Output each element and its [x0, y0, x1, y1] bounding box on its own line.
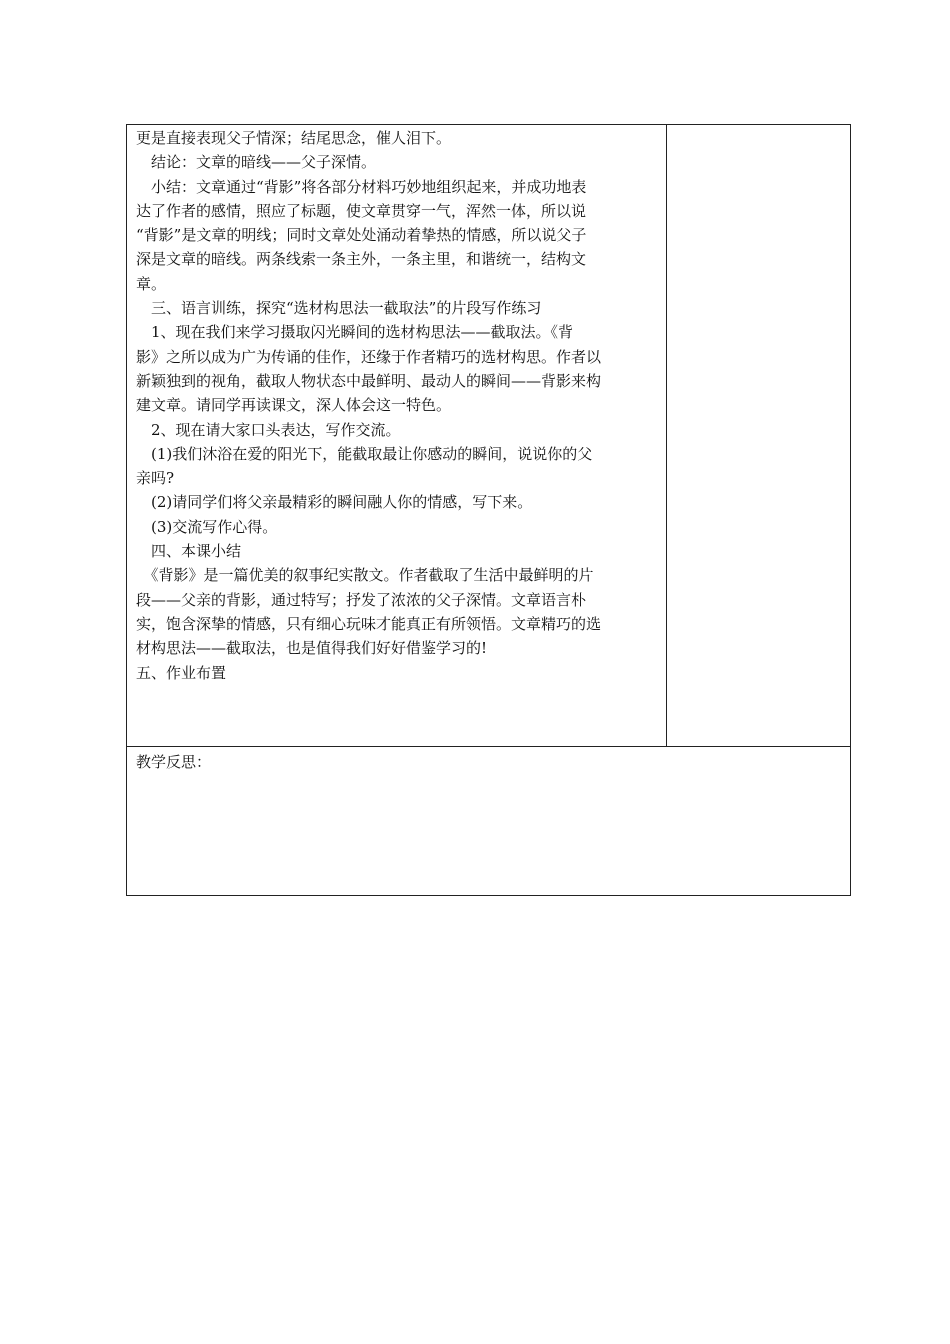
text-line: (2)请同学们将父亲最精彩的瞬间融人你的情感，写下来。: [136, 493, 533, 512]
text-line: 建文章。请同学再读课文，深人体会这一特色。: [136, 396, 452, 415]
lesson-content-cell: [127, 125, 667, 746]
section-heading: 四、本课小结: [136, 542, 242, 561]
notes-column-cell: [667, 125, 850, 746]
text-line: 实，饱含深挚的情感，只有细心玩味才能真正有所领悟。文章精巧的选: [136, 614, 602, 633]
text-line: 结论：文章的暗线——父子深情。: [136, 153, 377, 172]
text-line: 亲吗?: [136, 469, 175, 488]
text-line: 更是直接表现父子情深；结尾思念，催人泪下。: [136, 129, 452, 147]
text-line: 小结：文章通过“背影”将各部分材料巧妙地组织起来，并成功地表: [136, 177, 587, 196]
text-line: 深是文章的暗线。两条线索一条主外，一条主里，和谐统一，结构文: [136, 250, 587, 269]
text-line: 段——父亲的背影，通过特写；抒发了浓浓的父子深情。文章语言朴: [136, 590, 587, 609]
text-line: 达了作者的感情，照应了标题，使文章贯穿一气，浑然一体，所以说: [136, 201, 587, 220]
text-line: (1)我们沐浴在爱的阳光下，能截取最让你感动的瞬间，说说你的父: [136, 444, 593, 463]
text-line: 影》之所以成为广为传诵的佳作，还缘于作者精巧的选材构思。作者以: [136, 347, 602, 366]
lesson-plan-table: [126, 124, 851, 896]
section-heading: 五、作业布置: [136, 663, 227, 682]
lesson-content: [136, 126, 661, 685]
text-line: “背影”是文章的明线；同时文章处处涌动着挚热的情感，所以说父子: [136, 226, 587, 245]
text-line: 材构思法——截取法，也是值得我们好好借鉴学习的!: [136, 639, 488, 658]
text-line: (3)交流写作心得。: [136, 517, 278, 536]
teaching-reflection-label: 教学反思：: [136, 753, 212, 771]
text-line: 1、现在我们来学习摄取闪光瞬间的选材构思法——截取法。《背: [136, 323, 574, 342]
teaching-reflection-cell: [127, 746, 850, 895]
text-line: 章。: [136, 274, 167, 293]
text-line: 新颖独到的视角，截取人物状态中最鲜明、最动人的瞬间——背影来构: [136, 371, 602, 390]
text-line: 2、现在请大家口头表达，写作交流。: [136, 420, 401, 439]
text-line: 《背影》是一篇优美的叙事纪实散文。作者截取了生活中最鲜明的片: [136, 566, 594, 585]
section-heading: 三、语言训练，探究“选材构思法一截取法”的片段写作练习: [136, 299, 542, 318]
